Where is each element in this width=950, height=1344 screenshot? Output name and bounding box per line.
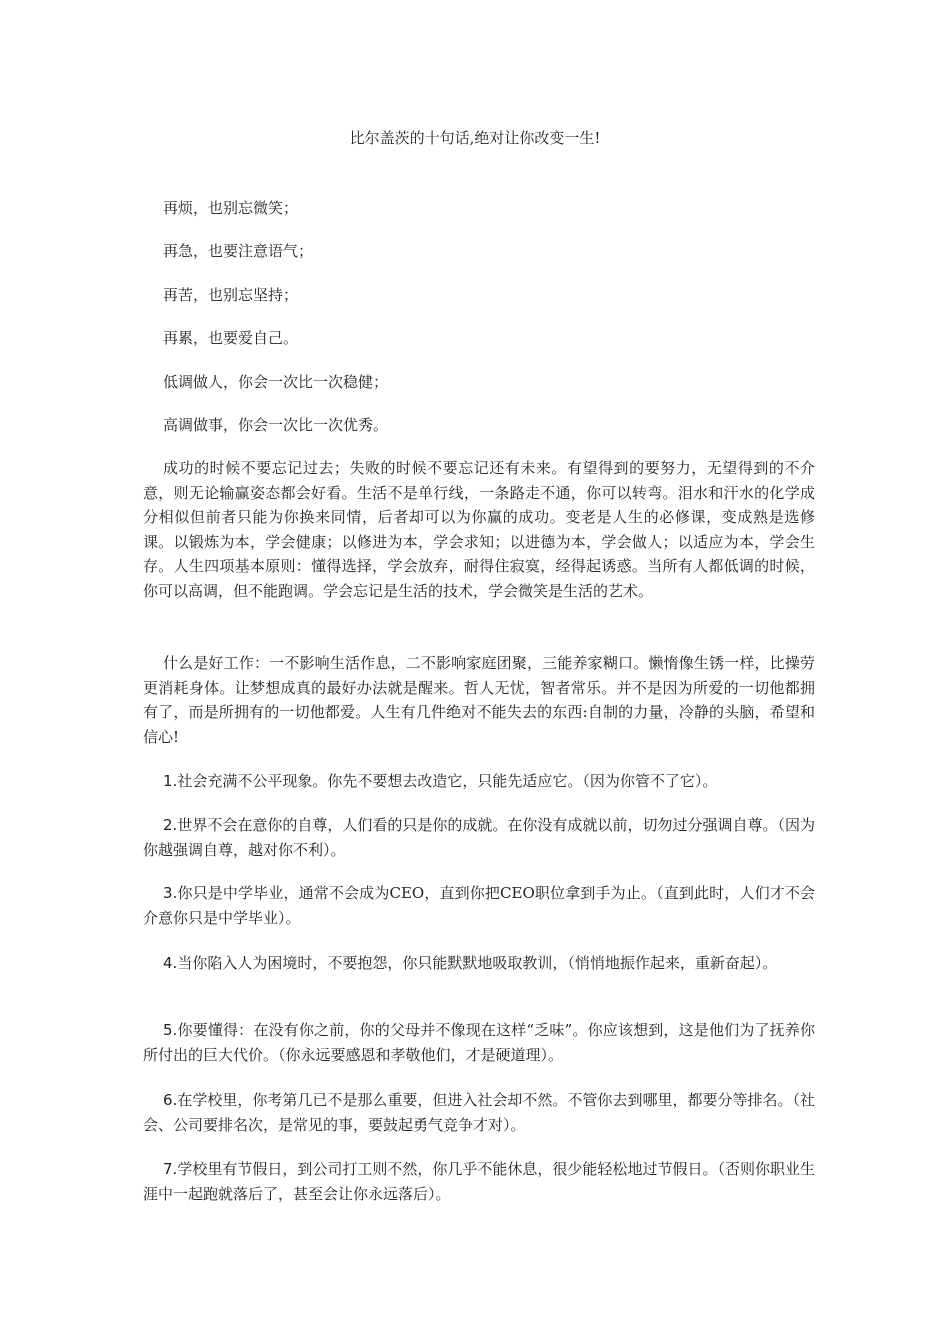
list-text: 当你陷入人为困境时，不要抱怨，你只能默默地吸取教训，（悄悄地振作起来，重新奋起）。 <box>177 954 778 972</box>
list-number: 4. <box>163 954 178 972</box>
list-text: 你要懂得：在没有你之前，你的父母并不像现在这样“乏味”。你应该想到，这是他们为了抚养你所付出的巨大代价。（你永远要感恩和孝敬他们，才是硬道理）。 <box>143 1021 815 1064</box>
short-line-6: 高调做事，你会一次比一次优秀。 <box>163 416 389 434</box>
list-number: 2. <box>163 816 178 834</box>
short-line-5: 低调做人，你会一次比一次稳健； <box>163 373 389 391</box>
list-number: 1. <box>163 772 178 790</box>
list-item-4 <box>143 951 815 976</box>
paragraph-good-work: 什么是好工作：一不影响生活作息，二不影响家庭团聚，三能养家糊口。懒惰像生锈一样，比操劳更消耗身体。让梦想成真的最好办法就是醒来。哲人无忧，智者常乐。并不是因为所爱的一切他都拥有了，而是所拥有的一切他都爱。人生有几件绝对不能失去的东西:自制的力量，冷静的头脑，希望和信心! <box>143 654 815 746</box>
list-text: 世界不会在意你的自尊，人们看的只是你的成就。在你没有成就以前，切勿过分强调自尊。（因为你越强调自尊，越对你不利）。 <box>143 816 815 859</box>
list-number: 7. <box>163 1160 178 1178</box>
list-item-3 <box>143 881 815 930</box>
list-number: 3. <box>163 884 178 902</box>
list-text: 社会充满不公平现象。你先不要想去改造它，只能先适应它。（因为你管不了它）。 <box>177 772 718 790</box>
list-item-5 <box>143 1018 815 1067</box>
short-line-2: 再急，也要注意语气； <box>163 242 314 260</box>
list-item-6 <box>143 1088 815 1137</box>
list-item-1 <box>143 769 815 794</box>
list-item-7 <box>143 1157 815 1206</box>
list-item-2 <box>143 813 815 862</box>
document-title: 比尔盖茨的十句话,绝对让你改变一生! <box>349 129 601 147</box>
list-number: 5. <box>163 1021 178 1039</box>
list-text: 你只是中学毕业，通常不会成为CEO，直到你把CEO职位拿到手为止。（直到此时，人们才不会介意你只是中学毕业）。 <box>143 884 815 927</box>
short-line-3: 再苦，也别忘坚持； <box>163 286 299 304</box>
list-text: 学校里有节假日，到公司打工则不然，你几乎不能休息，很少能轻松地过节假日。（否则你职业生涯中一起跑就落后了，甚至会让你永远落后）。 <box>143 1160 815 1203</box>
short-line-1: 再烦，也别忘微笑； <box>163 199 299 217</box>
list-number: 6. <box>163 1091 178 1109</box>
list-text: 在学校里，你考第几已不是那么重要，但进入社会却不然。不管你去到哪里，都要分等排名。（社会、公司要排名次，是常见的事，要鼓起勇气竞争才对）。 <box>143 1091 815 1134</box>
short-line-4: 再累，也要爱自己。 <box>163 329 299 347</box>
paragraph-success: 成功的时候不要忘记过去；失败的时候不要忘记还有未来。有望得到的要努力，无望得到的不介意，则无论输赢姿态都会好看。生活不是单行线，一条路走不通，你可以转弯。泪水和汗水的化学成分相似但前者只能为你换来同情，后者却可以为你赢的成功。变老是人生的必修课，变成熟是选修课。以锻炼为本，学会健康；以修进为本，学会求知；以进德为本，学会做人；以适应为本，学会生存。人生四项基本原则：懂得选择，学会放弃，耐得住寂寞，经得起诱惑。当所有人都低调的时候，你可以高调，但不能跑调。学会忘记是生活的技术，学会微笑是生活的艺术。 <box>143 459 815 600</box>
